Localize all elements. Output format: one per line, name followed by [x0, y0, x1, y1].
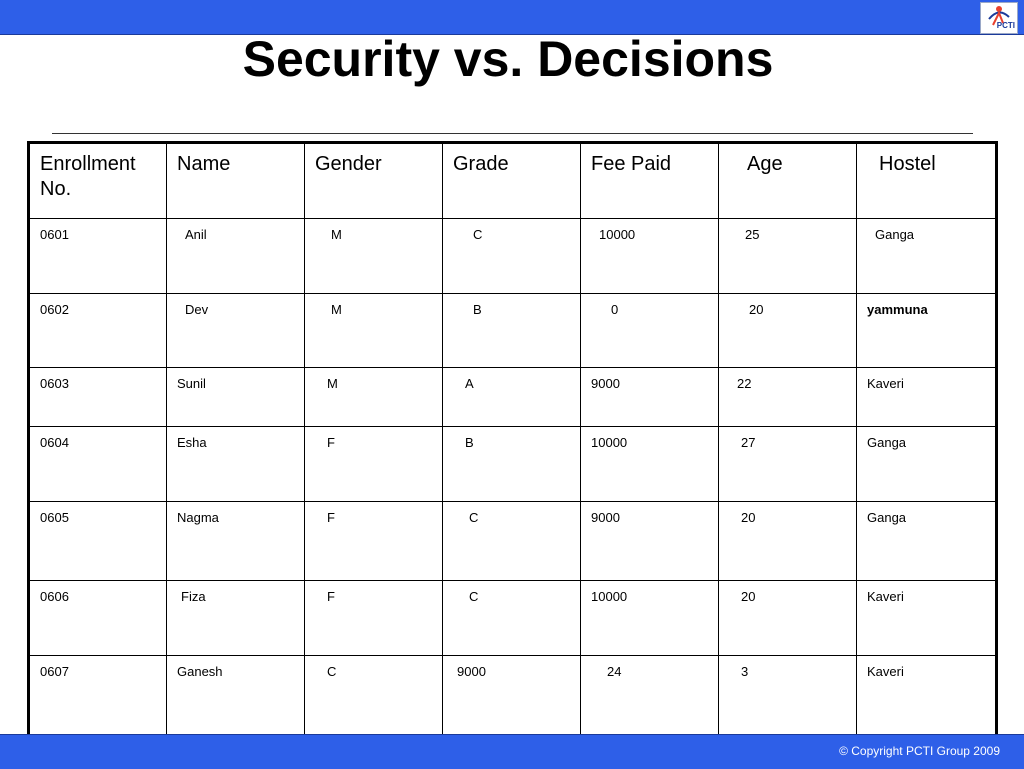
table-cell: Dev [167, 294, 305, 368]
table-cell: 0603 [29, 368, 167, 427]
table-cell: Esha [167, 427, 305, 502]
header-grade: Grade [443, 143, 581, 219]
table-cell: M [305, 219, 443, 294]
table-row [29, 656, 997, 736]
table-cell: Ganga [857, 502, 997, 581]
table-cell: 25 [719, 219, 857, 294]
table-cell: Sunil [167, 368, 305, 427]
table-cell: 20 [719, 502, 857, 581]
table-cell: Kaveri [857, 581, 997, 656]
table-row [29, 294, 997, 368]
table-cell: C [443, 219, 581, 294]
header-fee-paid: Fee Paid [581, 143, 719, 219]
student-table [27, 141, 998, 737]
table-cell: Ganga [857, 427, 997, 502]
table-cell: Kaveri [857, 368, 997, 427]
table-cell: 10000 [581, 581, 719, 656]
table-cell: 0604 [29, 427, 167, 502]
bottom-bar [0, 734, 1024, 769]
table-cell: B [443, 427, 581, 502]
table-cell: Fiza [167, 581, 305, 656]
table-cell: A [443, 368, 581, 427]
table-row [29, 581, 997, 656]
table-cell: 9000 [443, 656, 581, 736]
header-age: Age [719, 143, 857, 219]
table-cell: 0602 [29, 294, 167, 368]
table-cell: 10000 [581, 219, 719, 294]
table-cell: 10000 [581, 427, 719, 502]
table-cell: B [443, 294, 581, 368]
table-cell: 0605 [29, 502, 167, 581]
table-cell: F [305, 427, 443, 502]
table-cell: 9000 [581, 368, 719, 427]
logo-text: PCTI [996, 21, 1015, 30]
table-cell: Ganesh [167, 656, 305, 736]
table-cell: 0607 [29, 656, 167, 736]
header-name: Name [167, 143, 305, 219]
table-cell: F [305, 581, 443, 656]
table-row [29, 219, 997, 294]
table-cell: 20 [719, 581, 857, 656]
table-cell: 3 [719, 656, 857, 736]
table-cell: M [305, 368, 443, 427]
copyright-text: © Copyright PCTI Group 2009 [839, 744, 1000, 758]
table-cell: 27 [719, 427, 857, 502]
table-row [29, 368, 997, 427]
slide-title: Security vs. Decisions [242, 31, 774, 87]
table-header-row [29, 143, 997, 219]
table-cell: C [305, 656, 443, 736]
table-cell: 0606 [29, 581, 167, 656]
table-cell: C [443, 581, 581, 656]
table-cell: Anil [167, 219, 305, 294]
table-cell: 20 [719, 294, 857, 368]
table-cell: Nagma [167, 502, 305, 581]
table-cell: 0 [581, 294, 719, 368]
header-gender: Gender [305, 143, 443, 219]
table-row [29, 502, 997, 581]
table-row [29, 427, 997, 502]
table-cell: Ganga [857, 219, 997, 294]
table-cell: 22 [719, 368, 857, 427]
table-cell: M [305, 294, 443, 368]
table-cell: 9000 [581, 502, 719, 581]
table-cell: Kaveri [857, 656, 997, 736]
header-enrollment: Enrollment No. [29, 143, 167, 219]
table-cell: 24 [581, 656, 719, 736]
table-cell: F [305, 502, 443, 581]
header-hostel: Hostel [857, 143, 997, 219]
table-cell: yammuna [857, 294, 997, 368]
table-cell: 0601 [29, 219, 167, 294]
table-cell: C [443, 502, 581, 581]
title-divider [52, 133, 973, 134]
